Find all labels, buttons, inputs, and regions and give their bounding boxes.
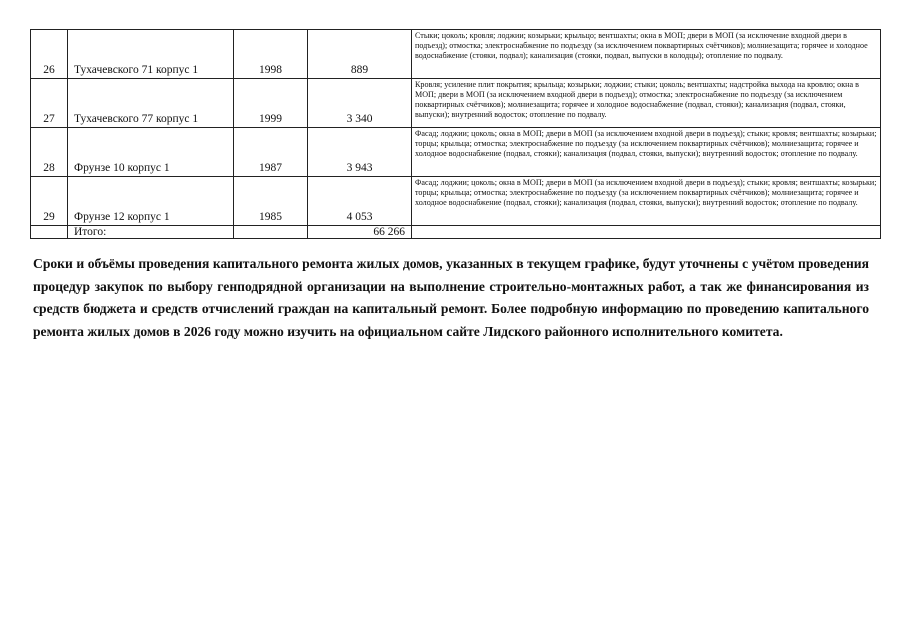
repair-works: Фасад; лоджии; цоколь; окна в МОП; двери в МОП (за исключением входной двери в подъезд); стыки; кровля; вентшахты; козырьки; торцы; крыльца; отмостка; электроснабжение по подъезду (за исключением поквартирных счётчиков); молниезащита; горячее и холодное водоснабжение (подвал, стояки); канализация (подвал, стояки, выпуски); внутренний водосток; отопление по подвалу. — [412, 177, 881, 226]
schedule-note: Сроки и объёмы проведения капитального ремонта жилых домов, указанных в текущем графике, будут уточнены с учётом проведения процедур закупок по выбору генподрядной организации на выполнение строительно-монтажных работ, а так же финансирования из средств бюджета и средств отчислений граждан на капитальный ремонт. Более подробную информацию по проведению капитального ремонта жилых домов в 2026 году можно изучить на официальном сайте Лидского районного исполнительного комитета. — [33, 256, 869, 339]
total-empty-cell — [412, 226, 881, 239]
table-row — [31, 79, 881, 128]
total-empty-cell — [31, 226, 68, 239]
total-label: Итого: — [68, 226, 234, 239]
repair-schedule-table — [30, 29, 881, 239]
table-row — [31, 177, 881, 226]
house-address: Фрунзе 10 корпус 1 — [68, 128, 234, 177]
row-number: 28 — [31, 128, 68, 177]
house-area: 4 053 — [308, 177, 412, 226]
row-number: 29 — [31, 177, 68, 226]
total-empty-cell — [234, 226, 308, 239]
construction-year: 1987 — [234, 128, 308, 177]
house-area: 889 — [308, 30, 412, 79]
repair-works: Фасад; лоджии; цоколь; окна в МОП; двери в МОП (за исключением входной двери в подъезд); стыки; кровля; вентшахты; козырьки; торцы; крыльца; отмостка; электроснабжение по подъезду (за исключением поквартирных счётчиков); молниезащита; горячее и холодное водоснабжение (подвал, стояки); канализация (подвал, стояки, выпуски); внутренний водосток; отопление по подвалу. — [412, 128, 881, 177]
total-row — [31, 226, 881, 239]
total-area: 66 266 — [308, 226, 412, 239]
house-address: Фрунзе 12 корпус 1 — [68, 177, 234, 226]
construction-year: 1985 — [234, 177, 308, 226]
repair-works: Кровля; усиление плит покрытия; крыльца; козырьки; лоджии; стыки; цоколь; вентшахты; надстройка выхода на кровлю; окна в МОП; двери в МОП (за исключением входной двери в подъезд); отмостка; электроснабжение по подъезду (за исключением поквартирных счётчиков); молниезащита; горячее и холодное водоснабжение (подвал, стояки); канализация (подвал, стояки, выпуски); внутренний водосток; отопление по подвалу. — [412, 79, 881, 128]
repair-works: Стыки; цоколь; кровля; лоджии; козырьки; крыльцо; вентшахты; окна в МОП; двери в МОП (за исключение входной двери в подъезд); отмостка; электроснабжение по подъезду (за исключением поквартирных счётчиков); молниезащита; горячее и холодное водоснабжение (стояки, подвал); канализация (стояки, подвал, выпуски в колодцы); отопление по подвалу. — [412, 30, 881, 79]
table-row — [31, 128, 881, 177]
house-address: Тухачевского 77 корпус 1 — [68, 79, 234, 128]
row-number: 26 — [31, 30, 68, 79]
house-address: Тухачевского 71 корпус 1 — [68, 30, 234, 79]
construction-year: 1999 — [234, 79, 308, 128]
house-area: 3 943 — [308, 128, 412, 177]
table-row — [31, 30, 881, 79]
row-number: 27 — [31, 79, 68, 128]
house-area: 3 340 — [308, 79, 412, 128]
construction-year: 1998 — [234, 30, 308, 79]
